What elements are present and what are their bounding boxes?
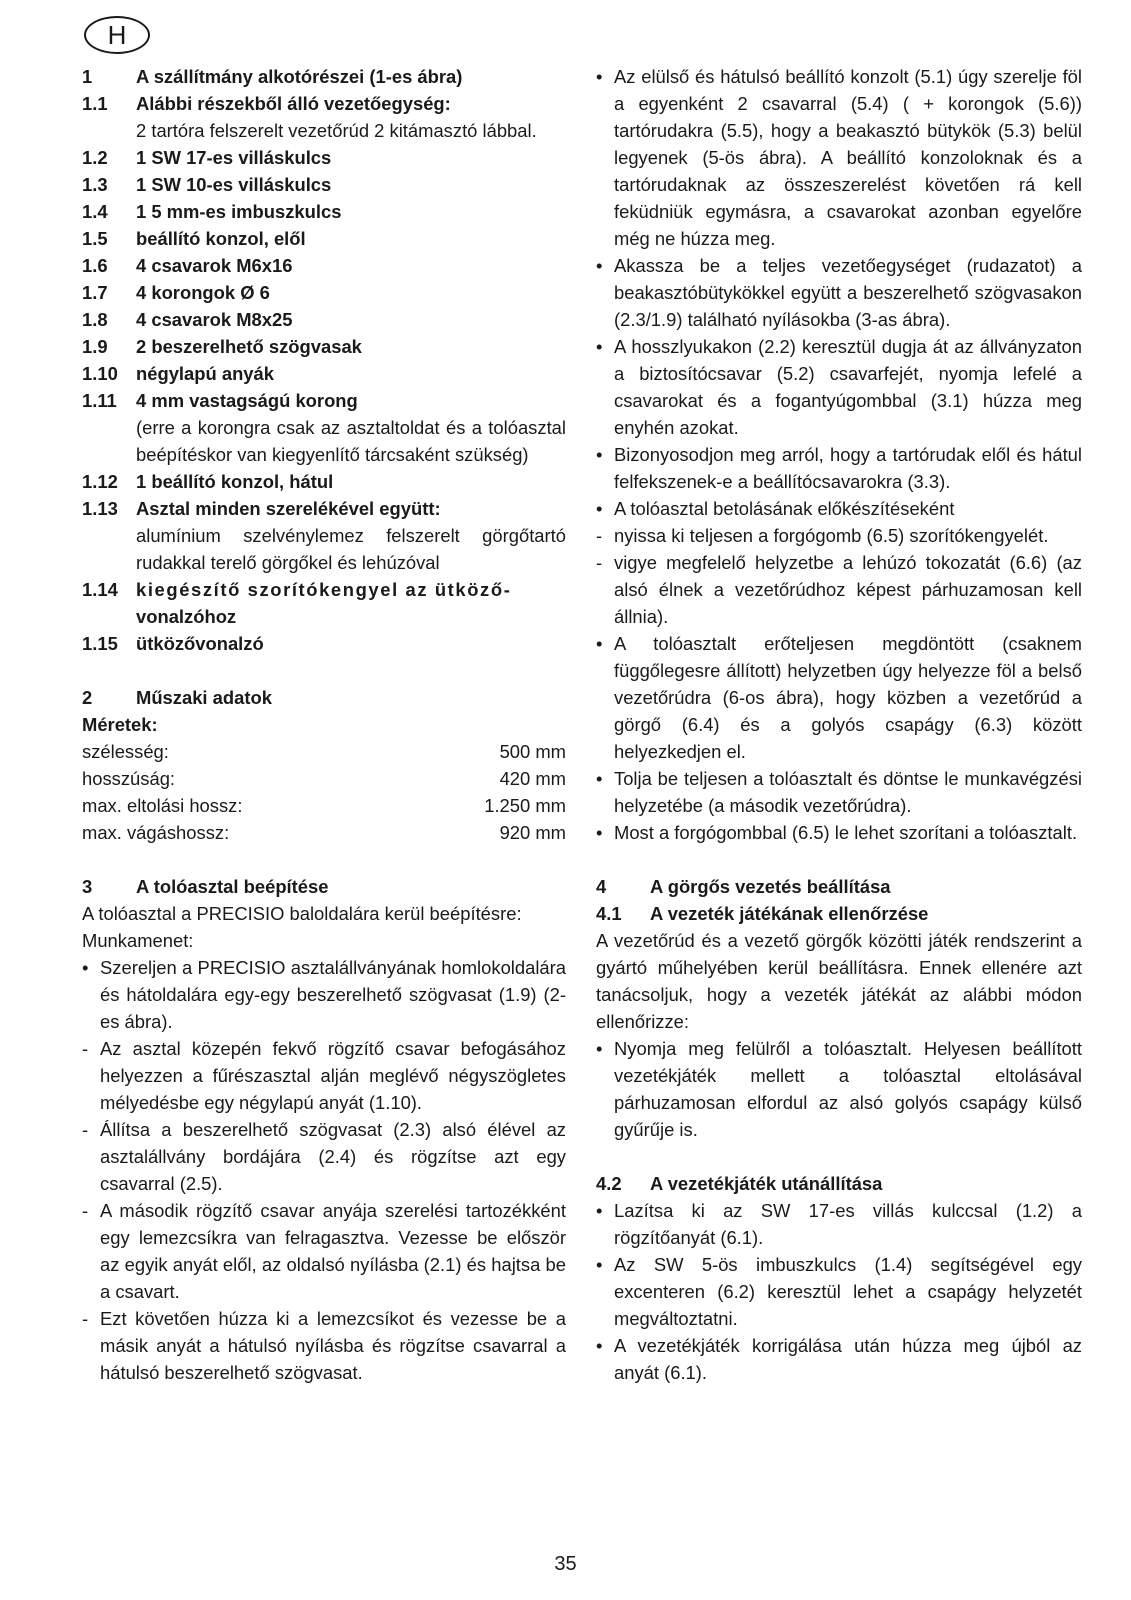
specs-table bbox=[82, 738, 566, 846]
section-title: 1 beállító konzol, hátul bbox=[136, 471, 334, 492]
item-text: 4 csavarok M6x16 bbox=[136, 255, 293, 276]
item-number: 1.8 bbox=[82, 309, 108, 330]
language-badge: H bbox=[84, 16, 150, 54]
item-number: 1.2 bbox=[82, 147, 108, 168]
bullet-mark: - bbox=[82, 1038, 89, 1059]
bullet-mark: • bbox=[596, 444, 603, 465]
section-2-heading bbox=[82, 684, 566, 711]
list-item bbox=[82, 1116, 566, 1197]
item-text: vigye megfelelő helyzetbe a lehúzó tokozatát (6.6) (az alsó élnek a vezetőrúdhoz képest párhuzamosan kell állnia). bbox=[614, 552, 1082, 627]
item-text: A tolóasztalt erőteljesen megdöntött (csaknem függőlegesre állított) helyzetben úgy helyezze föl a belső vezetőrúdra (6-os ábra), hogy közben a vezetőrúd a görgő (6.4) és a golyós csapágy (6.3) között helyezkedjen el. bbox=[614, 633, 1082, 762]
section-number: 1.1 bbox=[82, 93, 108, 114]
item-number: 1.9 bbox=[82, 336, 108, 357]
section-3-intro: A tolóasztal a PRECISIO baloldalára kerül beépítésre: bbox=[82, 903, 522, 924]
bullet-mark: • bbox=[596, 66, 603, 87]
bullet-mark: • bbox=[596, 1254, 603, 1275]
section-title: Alábbi részekből álló vezetőegység: bbox=[136, 93, 451, 114]
section-number: 4.1 bbox=[596, 903, 622, 924]
list-item bbox=[596, 765, 1082, 819]
spec-label: hosszúság: bbox=[82, 768, 176, 789]
item-text: 4 korongok Ø 6 bbox=[136, 282, 270, 303]
dimensions-subtitle: Méretek: bbox=[82, 714, 158, 735]
bullet-mark: • bbox=[596, 768, 603, 789]
list-item bbox=[596, 333, 1082, 441]
list-item bbox=[82, 1197, 566, 1305]
bullet-mark: • bbox=[596, 255, 603, 276]
item-text: A vezetékjáték korrigálása után húzza meg újból az anyát (6.1). bbox=[614, 1335, 1082, 1383]
bullet-mark: - bbox=[82, 1119, 89, 1140]
list-item bbox=[596, 1332, 1082, 1386]
section-number: 1.11 bbox=[82, 390, 117, 411]
section-1-1-heading bbox=[82, 90, 566, 117]
spec-row bbox=[82, 792, 566, 819]
item-text: beállító konzol, elől bbox=[136, 228, 306, 249]
item-number: 1.4 bbox=[82, 201, 108, 222]
list-item bbox=[596, 1197, 1082, 1251]
item-number: 1.7 bbox=[82, 282, 108, 303]
item-text: A hosszlyukakon (2.2) keresztül dugja át az állványzaton a biztosítócsavar (5.2) csavarfejét, nyomja lefelé a csavarokat és a fogantyúgombbal (3.1) húzza meg enyhén azokat. bbox=[614, 336, 1082, 438]
item-text: Az asztal közepén fekvő rögzítő csavar befogásához helyezzen a fűrészasztal alján meglévő négyszögletes mélyedésbe egy négylapú anyát (1.10). bbox=[100, 1038, 566, 1113]
parts-list bbox=[82, 144, 566, 387]
list-item bbox=[82, 1035, 566, 1116]
section-4-1-heading bbox=[596, 900, 1082, 927]
section-number: 1.13 bbox=[82, 498, 118, 519]
section-number: 4.2 bbox=[596, 1173, 622, 1194]
list-item bbox=[82, 333, 566, 360]
section-number: 2 bbox=[82, 687, 93, 708]
list-item bbox=[82, 360, 566, 387]
item-text: 1 SW 17-es villáskulcs bbox=[136, 147, 332, 168]
list-item bbox=[82, 144, 566, 171]
list-item bbox=[596, 495, 1082, 522]
item-text: Tolja be teljesen a tolóasztalt és döntse le munkavégzési helyzetébe (a második vezetőrúdra). bbox=[614, 768, 1082, 816]
item-text: A tolóasztal betolásának előkészítéseként bbox=[614, 498, 955, 519]
item-text: nyissa ki teljesen a forgógomb (6.5) szorítókengyelét. bbox=[614, 525, 1049, 546]
bullet-mark: - bbox=[596, 552, 603, 573]
workflow-label: Munkamenet: bbox=[82, 930, 194, 951]
item-text: Állítsa a beszerelhető szögvasat (2.3) alsó élével az asztalállvány bordájára (2.4) és rögzítse azt egy csavarral (2.5). bbox=[100, 1119, 566, 1194]
item-text: Az SW 5-ös imbuszkulcs (1.4) segítségével egy excenteren (6.2) keresztül lehet a csapágy helyzetét megváltoztatni. bbox=[614, 1254, 1082, 1329]
right-column bbox=[596, 63, 1082, 1386]
spec-label: szélesség: bbox=[82, 741, 169, 762]
item-text: Az elülső és hátulsó beállító konzolt (5.1) úgy szerelje föl a egyenként 2 csavarral (5.4) ( + korongok (5.6)) tartórudakra (5.5), hogy a beakasztó bütykök (5.3) belül legyenek (5-ös ábra). A beállító konzoloknak és a tartórudaknak az összeszerelést követően rá kell feküdniük egymásra, a csavarokat azonban egyelőre még ne húzza meg. bbox=[614, 66, 1082, 249]
section-1-14-heading bbox=[82, 576, 566, 603]
item-text: Nyomja meg felülről a tolóasztalt. Helyesen beállított vezetékjáték mellett a tolóasztal eltolásával párhuzamosan elfordul az alsó golyós csapágy külső gyűrűje is. bbox=[614, 1038, 1082, 1140]
list-item bbox=[596, 819, 1082, 846]
section-title: A szállítmány alkotórészei (1-es ábra) bbox=[136, 66, 463, 87]
item-number: 1.10 bbox=[82, 363, 118, 384]
section-3-heading bbox=[82, 873, 566, 900]
section-4-1-text: A vezetőrúd és a vezető görgők közötti játék rendszerint a gyártó műhelyében kerül beállításra. Ennek ellenére azt tanácsoljuk, hogy a vezeték játékát az alábbi módon ellenőrizze: bbox=[596, 930, 1082, 1032]
bullet-mark: • bbox=[596, 1335, 603, 1356]
list-item bbox=[82, 279, 566, 306]
item-text: 1 5 mm-es imbuszkulcs bbox=[136, 201, 342, 222]
section-1-11-text: (erre a korongra csak az asztaltoldat és a tolóasztal beépítéskor van kiegyenlítő tárcsaként szükség) bbox=[136, 417, 566, 465]
left-column bbox=[82, 63, 566, 1386]
section-title: A tolóasztal beépítése bbox=[136, 876, 329, 897]
page-number: 35 bbox=[554, 1553, 577, 1575]
item-text: 2 beszerelhető szögvasak bbox=[136, 336, 362, 357]
item-number: 1.5 bbox=[82, 228, 108, 249]
section-number: 1.12 bbox=[82, 471, 118, 492]
list-item bbox=[82, 225, 566, 252]
bullet-mark: • bbox=[596, 336, 603, 357]
item-text: A második rögzítő csavar anyája szerelési tartozékként egy lemezcsíkra van felragasztva. Vezesse be először az egyik anyát elől, az oldalsó nyílásba (2.1) és hajtsa be a csavart. bbox=[100, 1200, 566, 1302]
assembly-steps bbox=[596, 63, 1082, 846]
section-1-heading bbox=[82, 63, 566, 90]
item-text: Most a forgógombbal (6.5) le lehet szorítani a tolóasztalt. bbox=[614, 822, 1078, 843]
section-1-13-text: alumínium szelvénylemez felszerelt görgőtartó rudakkal terelő görgőkel és lehúzóval bbox=[136, 525, 566, 573]
spec-value: 920 mm bbox=[499, 822, 566, 843]
bullet-mark: • bbox=[82, 957, 89, 978]
bullet-mark: • bbox=[596, 498, 603, 519]
item-number: 1.6 bbox=[82, 255, 108, 276]
bullet-mark: • bbox=[596, 822, 603, 843]
item-text: Ezt követően húzza ki a lemezcsíkot és vezesse be a másik anyát a hátulsó nyílásba és rögzítse csavarral a hátulsó beszerelhető szögvasat. bbox=[100, 1308, 566, 1383]
section-number: 1.14 bbox=[82, 579, 118, 600]
section-1-13-heading bbox=[82, 495, 566, 522]
section-4-2-heading bbox=[596, 1170, 1082, 1197]
list-item bbox=[82, 1305, 566, 1386]
bullet-mark: - bbox=[596, 525, 603, 546]
section-1-11-heading bbox=[82, 387, 566, 414]
section-title: kiegészítő szorítókengyel az ütköző- bbox=[136, 579, 512, 600]
spec-value: 420 mm bbox=[499, 768, 566, 789]
section-title: ütközővonalzó bbox=[136, 633, 264, 654]
list-item bbox=[596, 1251, 1082, 1332]
list-item bbox=[82, 198, 566, 225]
item-text: 4 csavarok M8x25 bbox=[136, 309, 293, 330]
list-item bbox=[596, 522, 1082, 549]
section-1-14-title-continued: vonalzóhoz bbox=[136, 606, 237, 627]
spec-row bbox=[82, 765, 566, 792]
spec-label: max. vágáshossz: bbox=[82, 822, 230, 843]
item-text: 1 SW 10-es villáskulcs bbox=[136, 174, 332, 195]
section-1-1-text: 2 tartóra felszerelt vezetőrúd 2 kitámasztó lábbal. bbox=[136, 120, 537, 141]
section-number: 1.15 bbox=[82, 633, 118, 654]
list-item bbox=[596, 549, 1082, 630]
section-number: 1 bbox=[82, 66, 93, 87]
item-text: Lazítsa ki az SW 17-es villás kulccsal (1.2) a rögzítőanyát (6.1). bbox=[614, 1200, 1082, 1248]
spec-row bbox=[82, 738, 566, 765]
section-4-heading bbox=[596, 873, 1082, 900]
section-number: 3 bbox=[82, 876, 93, 897]
section-title: A görgős vezetés beállítása bbox=[650, 876, 891, 897]
spec-row bbox=[82, 819, 566, 846]
section-number: 4 bbox=[596, 876, 607, 897]
list-item bbox=[82, 954, 566, 1035]
list-item bbox=[596, 630, 1082, 765]
item-text: Bizonyosodjon meg arról, hogy a tartórudak elől és hátul felfekszenek-e a beállítócsavarokra (3.3). bbox=[614, 444, 1082, 492]
section-title: Asztal minden szerelékével együtt: bbox=[136, 498, 441, 519]
bullet-mark: • bbox=[596, 633, 603, 654]
section-title: A vezetékjáték utánállítása bbox=[650, 1173, 883, 1194]
spec-label: max. eltolási hossz: bbox=[82, 795, 243, 816]
item-text: Szereljen a PRECISIO asztalállványának homlokoldalára és hátoldalára egy-egy beszerelhető szögvasat (1.9) (2-es ábra). bbox=[100, 957, 566, 1032]
spec-value: 500 mm bbox=[499, 741, 566, 762]
bullet-mark: • bbox=[596, 1200, 603, 1221]
item-number: 1.3 bbox=[82, 174, 108, 195]
section-1-15-heading bbox=[82, 630, 566, 657]
spec-value: 1.250 mm bbox=[484, 795, 566, 816]
item-text: Akassza be a teljes vezetőegységet (rudazatot) a beakasztóbütykökkel együtt a beszerelhető szögvasakon (2.3/1.9) található nyílásokba (3-as ábra). bbox=[614, 255, 1082, 330]
list-item bbox=[82, 252, 566, 279]
section-3-steps bbox=[82, 954, 566, 1386]
list-item bbox=[82, 306, 566, 333]
section-title: A vezeték játékának ellenőrzése bbox=[650, 903, 929, 924]
list-item bbox=[596, 252, 1082, 333]
bullet-mark: - bbox=[82, 1200, 89, 1221]
list-item bbox=[596, 441, 1082, 495]
bullet-mark: - bbox=[82, 1308, 89, 1329]
list-item bbox=[596, 63, 1082, 252]
list-item bbox=[596, 1035, 1082, 1143]
item-text: négylapú anyák bbox=[136, 363, 274, 384]
section-title: 4 mm vastagságú korong bbox=[136, 390, 358, 411]
bullet-mark: • bbox=[596, 1038, 603, 1059]
list-item bbox=[82, 171, 566, 198]
section-1-12-heading bbox=[82, 468, 566, 495]
section-title: Műszaki adatok bbox=[136, 687, 272, 708]
